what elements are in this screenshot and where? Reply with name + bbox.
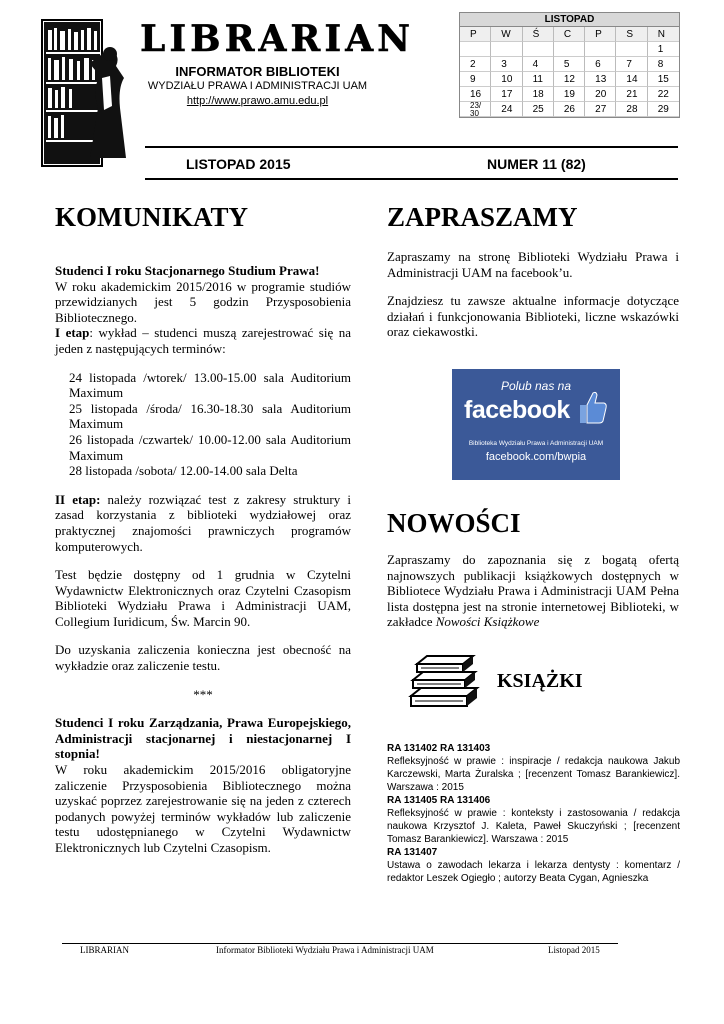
facebook-banner-caption: Biblioteka Wydziału Prawa i Administracji UAM [468,440,604,447]
calendar-day: 8 [648,57,679,72]
stage2-text: należy rozwiązać test z zakresy struktury i zasad korzystania z biblioteki wydziałowej oraz praktycznej znajomości prawniczych programów komputerowych. [55,491,351,554]
month-calendar [459,12,680,118]
calendar-day: 14 [616,72,647,87]
calendar-weekday: Ś [523,27,554,42]
book-record [387,846,680,885]
book-signature: RA 131402 RA 131403 [387,743,491,754]
calendar-day: 13 [585,72,616,87]
issue-bottom-rule [145,178,678,180]
calendar-day: 21 [616,87,647,102]
book-description: Ustawa o zawodach lekarza i lekarza dentysty : komentarz / redaktor Leszek Ogiegło ; autorzy Beata Cygan, Agnieszka [387,860,680,884]
calendar-day: 11 [523,72,554,87]
calendar-day: 26 [554,102,585,117]
book-signature: RA 131405 RA 131406 [387,795,491,806]
calendar-day: 28 [616,102,647,117]
calendar-day [523,42,554,57]
calendar-weekday: S [616,27,647,42]
nowosci-text [387,552,679,630]
komunikaty-intro-title: Studenci I roku Stacjonarnego Studium Prawa! [55,263,320,278]
issue-number: NUMER 11 (82) [487,156,586,172]
credit-info: Do uzyskania zaliczenia konieczna jest obecność na wykładzie oraz zaliczenie testu. [55,642,351,674]
calendar-day: 3 [491,57,522,72]
komunikaty-stage2 [55,492,351,554]
calendar-day: 2 [460,57,491,72]
calendar-day [491,42,522,57]
facebook-banner-url: facebook.com/bwpia [485,451,587,463]
book-record [387,794,680,846]
calendar-grid [460,27,679,117]
calendar-day [460,42,491,57]
facebook-logo-text: facebook [464,396,570,424]
calendar-day: 17 [491,87,522,102]
calendar-day: 1 [648,42,679,57]
test-info: Test będzie dostępny od 1 grudnia w Czytelni Wydawnictw Elektronicznych oraz Czytelni Czasopism Biblioteki Wydziału Prawa i Administracji UAM, Collegium Iuridicum, Św. Marcin 90. [55,567,351,629]
calendar-day: 24 [491,102,522,117]
calendar-day: 22 [648,87,679,102]
calendar-weekday: N [648,27,679,42]
calendar-day: 19 [554,87,585,102]
zapraszamy-text-2: Znajdziesz tu zawsze aktualne informacje dotyczące działań i funkcjonowania Biblioteki, liczne wskazówki oraz ciekawostki. [387,293,679,340]
new-books-list [387,742,680,885]
issue-date: LISTOPAD 2015 [186,156,291,172]
calendar-day: 10 [491,72,522,87]
librarian-logo-illustration [40,18,132,168]
term-item: 28 listopada /sobota/ 12.00-14.00 sala Delta [69,463,298,479]
nowosci-tab-link[interactable]: Nowości Książkowe [435,614,540,630]
calendar-day [616,42,647,57]
calendar-day: 15 [648,72,679,87]
footer-left: LIBRARIAN [80,945,129,955]
calendar-day: 6 [585,57,616,72]
calendar-day: 7 [616,57,647,72]
calendar-month-title: LISTOPAD [460,13,679,27]
calendar-weekday: P [585,27,616,42]
footer-right: Listopad 2015 [548,945,600,955]
footer-rule [62,943,618,944]
issue-top-rule [145,146,678,148]
calendar-day [554,42,585,57]
term-item: 24 listopada /wtorek/ 13.00-15.00 sala Auditorium Maximum [69,369,351,401]
masthead-subtitle: INFORMATOR BIBLIOTEKI [175,64,340,79]
calendar-day: 4 [523,57,554,72]
masthead-url-link[interactable]: http://www.prawo.amu.edu.pl [186,95,329,107]
second-group-text: W roku akademickim 2015/2016 obligatoryjne zaliczenie Przysposobienia Bibliotecznego można uzyskać poprzez zarejestrowanie się na jeden z czterech podanych powyżej terminów wykładów lub zaliczenie testu udostępnianego w Czytelni Wydawnictw Elektronicznych lub Czytelni Czasopism. [55,762,351,855]
term-item: 25 listopada /środa/ 16.30-18.30 sala Auditorium Maximum [69,400,351,432]
calendar-day: 23/ 30 [460,102,491,117]
komunikaty-column [55,200,351,856]
calendar-day: 18 [523,87,554,102]
calendar-day: 29 [648,102,679,117]
stage1-text: : wykład – studenci muszą zarejestrować się na jeden z następujących terminów: [55,325,352,356]
komunikaty-heading: KOMUNIKATY [55,202,248,232]
facebook-banner-tagline: Polub nas na [500,379,572,393]
zapraszamy-heading: ZAPRASZAMY [387,202,578,232]
zapraszamy-column [387,200,679,340]
stage1-label: I etap [55,325,90,341]
zapraszamy-text-1: Zapraszamy na stronę Biblioteki Wydziału Prawa i Administracji UAM na facebook’u. [387,249,679,280]
komunikaty-intro-text: W roku akademickim 2015/2016 w programie studiów przewidzianych jest 5 godzin Przysposobienia Bibliotecznego. [55,278,351,325]
calendar-day: 5 [554,57,585,72]
nowosci-heading: NOWOŚCI [387,508,521,538]
book-record [387,742,680,794]
calendar-day: 16 [460,87,491,102]
term-item: 26 listopada /czwartek/ 10.00-12.00 sala Auditorium Maximum [69,431,351,463]
masthead-title: LIBRARIAN [140,18,415,60]
calendar-weekday: C [554,27,585,42]
calendar-weekday: P [460,27,491,42]
calendar-day: 27 [585,102,616,117]
book-signature: RA 131407 [387,847,438,858]
book-description: Refleksyjność w prawie : konteksty i zastosowania / redakcja naukowa Krzysztof J. Kaleta, Paweł Skuczyński ; [recenzent Tomasz Barankiewicz]. Warszawa : 2015 [387,808,680,845]
facebook-banner[interactable] [452,369,620,480]
footer-center: Informator Biblioteki Wydziału Prawa i Administracji UAM [216,945,434,955]
calendar-day: 25 [523,102,554,117]
book-description: Refleksyjność w prawie : inspiracje / redakcja naukowa Jakub Karczewski, Marta Żuralska ; [recenzent Tomasz Barankiewicz]. Warszawa : 2015 [387,756,680,793]
masthead-faculty: WYDZIAŁU PRAWA I ADMINISTRACJI UAM [147,80,368,92]
second-group-title: Studenci I roku Zarządzania, Prawa Europejskiego, Administracji stacjonarnej i niestacjonarnej I stopnia! [55,715,351,762]
calendar-weekday: W [491,27,522,42]
calendar-day: 9 [460,72,491,87]
calendar-day: 20 [585,87,616,102]
komunikaty-stage1 [55,325,351,356]
calendar-day: 12 [554,72,585,87]
books-label: KSIĄŻKI [497,670,583,692]
nowosci-section [387,506,679,630]
section-separator: *** [193,686,213,702]
calendar-day [585,42,616,57]
thumbs-up-icon [576,389,608,425]
books-stack-icon [403,652,483,712]
nowosci-body: Zapraszamy do zapoznania się z bogatą ofertą najnowszych publikacji książkowych dostępnych w Bibliotece Wydziału Prawa i Administracji UAM Pełna lista dostępna jest na stronie internetowej Biblioteki, w zakładce [387,552,679,630]
stage2-label: II etap: [55,491,101,507]
